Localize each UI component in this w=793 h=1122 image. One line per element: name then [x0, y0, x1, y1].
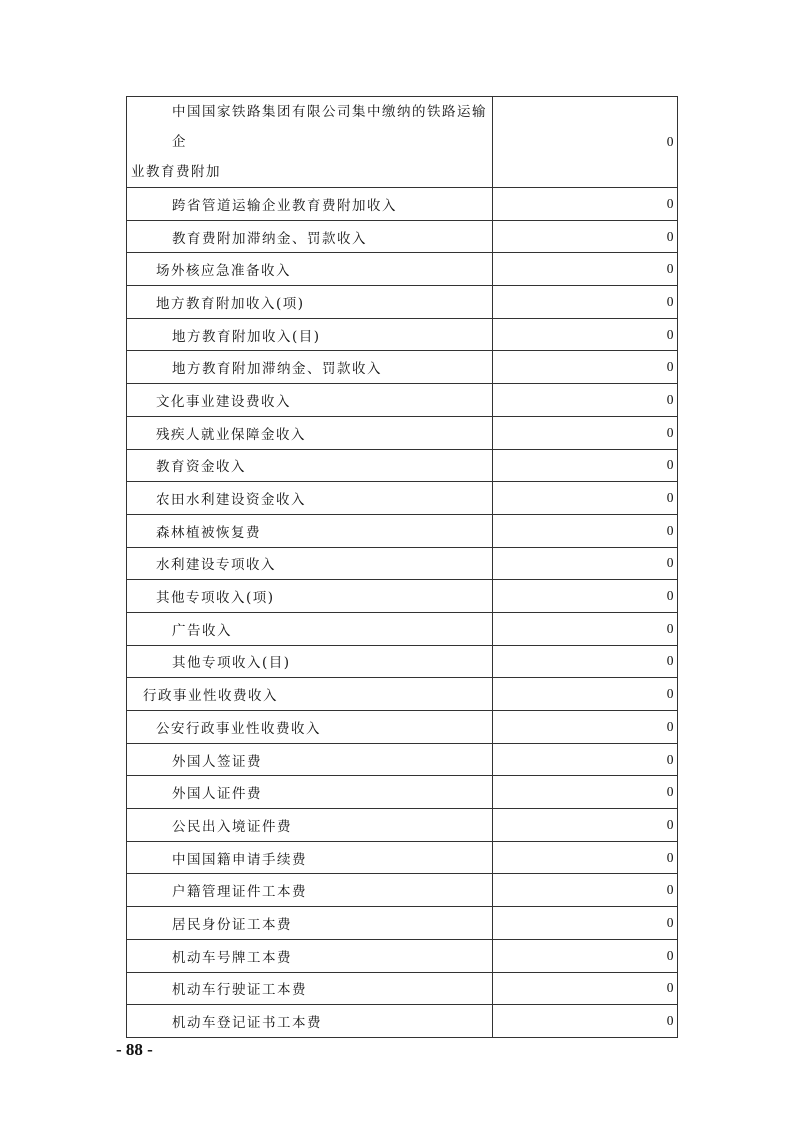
amount-cell: 0 — [493, 351, 678, 384]
table-row — [127, 416, 678, 449]
item-name-cell: 教育费附加滞纳金、罚款收入 — [127, 220, 493, 253]
item-name-cell: 跨省管道运输企业教育费附加收入 — [127, 188, 493, 221]
table-row — [127, 97, 678, 188]
item-name-cell: 机动车行驶证工本费 — [127, 972, 493, 1005]
amount-cell: 0 — [493, 841, 678, 874]
table-row — [127, 711, 678, 744]
amount-cell: 0 — [493, 384, 678, 417]
item-name-line1: 中国国家铁路集团有限公司集中缴纳的铁路运输企 — [172, 104, 487, 150]
table-row — [127, 318, 678, 351]
table-row — [127, 612, 678, 645]
table-row — [127, 907, 678, 940]
amount-cell: 0 — [493, 612, 678, 645]
table-row — [127, 1005, 678, 1038]
item-name-cell: 公安行政事业性收费收入 — [127, 711, 493, 744]
page-number: - 88 - — [116, 1040, 153, 1059]
item-name-cell: 中国国籍申请手续费 — [127, 841, 493, 874]
item-name-cell: 广告收入 — [127, 612, 493, 645]
amount-cell: 0 — [493, 907, 678, 940]
item-name-cell: 森林植被恢复费 — [127, 514, 493, 547]
amount-cell: 0 — [493, 711, 678, 744]
item-name-cell: 地方教育附加收入(项) — [127, 286, 493, 319]
amount-cell: 0 — [493, 874, 678, 907]
item-name-cell: 农田水利建设资金收入 — [127, 482, 493, 515]
table-body — [127, 97, 678, 1038]
item-name-cell: 居民身份证工本费 — [127, 907, 493, 940]
table-row — [127, 678, 678, 711]
table-row — [127, 580, 678, 613]
table-row — [127, 841, 678, 874]
item-name-cell: 其他专项收入(目) — [127, 645, 493, 678]
item-name-cell: 机动车号牌工本费 — [127, 939, 493, 972]
amount-cell: 0 — [493, 514, 678, 547]
amount-cell: 0 — [493, 220, 678, 253]
amount-cell: 0 — [493, 547, 678, 580]
table-row — [127, 384, 678, 417]
table-row — [127, 809, 678, 842]
amount-cell: 0 — [493, 482, 678, 515]
item-name-cell: 地方教育附加滞纳金、罚款收入 — [127, 351, 493, 384]
amount-cell: 0 — [493, 580, 678, 613]
amount-cell: 0 — [493, 416, 678, 449]
item-name-cell: 残疾人就业保障金收入 — [127, 416, 493, 449]
amount-cell: 0 — [493, 776, 678, 809]
table-row — [127, 645, 678, 678]
item-name-cell: 文化事业建设费收入 — [127, 384, 493, 417]
table-row — [127, 188, 678, 221]
table-row — [127, 220, 678, 253]
item-name-cell: 公民出入境证件费 — [127, 809, 493, 842]
item-name-cell — [127, 97, 493, 188]
amount-cell: 0 — [493, 318, 678, 351]
item-name-cell: 机动车登记证书工本费 — [127, 1005, 493, 1038]
table-row — [127, 253, 678, 286]
item-name-cell: 地方教育附加收入(目) — [127, 318, 493, 351]
budget-table — [126, 96, 678, 1038]
item-name-cell: 场外核应急准备收入 — [127, 253, 493, 286]
amount-cell: 0 — [493, 253, 678, 286]
item-name-cell: 行政事业性收费收入 — [127, 678, 493, 711]
amount-cell: 0 — [493, 809, 678, 842]
amount-cell: 0 — [493, 97, 678, 188]
amount-cell: 0 — [493, 449, 678, 482]
table-row — [127, 514, 678, 547]
amount-cell: 0 — [493, 972, 678, 1005]
amount-cell: 0 — [493, 678, 678, 711]
amount-cell: 0 — [493, 743, 678, 776]
item-name-cell: 水利建设专项收入 — [127, 547, 493, 580]
table-row — [127, 286, 678, 319]
table-row — [127, 776, 678, 809]
amount-cell: 0 — [493, 286, 678, 319]
amount-cell: 0 — [493, 188, 678, 221]
amount-cell: 0 — [493, 939, 678, 972]
table-row — [127, 939, 678, 972]
amount-cell: 0 — [493, 1005, 678, 1038]
table-row — [127, 351, 678, 384]
item-name-cell: 外国人证件费 — [127, 776, 493, 809]
item-name-cell: 外国人签证费 — [127, 743, 493, 776]
table-row — [127, 972, 678, 1005]
table-row — [127, 449, 678, 482]
table-row — [127, 482, 678, 515]
amount-cell: 0 — [493, 645, 678, 678]
table-row — [127, 874, 678, 907]
item-name-cell: 教育资金收入 — [127, 449, 493, 482]
item-name-cell: 其他专项收入(项) — [127, 580, 493, 613]
table-row — [127, 743, 678, 776]
item-name-line2: 业教育费附加 — [131, 164, 221, 180]
table-row — [127, 547, 678, 580]
item-name-cell: 户籍管理证件工本费 — [127, 874, 493, 907]
